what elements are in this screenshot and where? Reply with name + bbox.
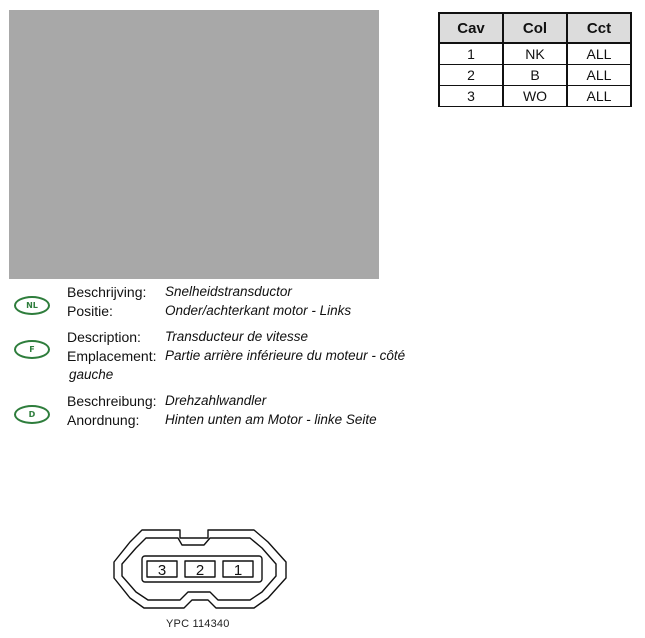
cell-col: B (503, 65, 567, 86)
table-row (439, 43, 631, 65)
cell-cct: ALL (567, 43, 631, 65)
photo-shadow-edge (9, 277, 379, 279)
cell-col: WO (503, 86, 567, 107)
location-value: Partie arrière inférieure du moteur - côté (165, 348, 406, 363)
pin-table-header (439, 13, 631, 43)
pin-table (438, 12, 632, 107)
cavity-label-2: 2 (195, 562, 205, 579)
location-value: Hinten unten am Motor - linke Seite (165, 412, 377, 427)
cavity-label-1: 1 (233, 562, 243, 579)
language-badge-f: F (14, 340, 50, 359)
location-continuation: gauche (69, 367, 114, 382)
table-row (439, 86, 631, 107)
description-value: Drehzahlwandler (165, 393, 267, 408)
cell-cav: 2 (439, 65, 503, 86)
cell-cct: ALL (567, 65, 631, 86)
cavity-label-3: 3 (157, 562, 167, 579)
language-badge-d: D (14, 405, 50, 424)
header-col: Col (503, 13, 567, 43)
location-value: Onder/achterkant motor - Links (165, 303, 352, 318)
location-label: Emplacement: (67, 348, 157, 364)
location-label: Positie: (67, 303, 113, 319)
cell-col: NK (503, 43, 567, 65)
header-cct: Cct (567, 13, 631, 43)
description-label: Beschreibung: (67, 393, 157, 409)
cell-cct: ALL (567, 86, 631, 107)
description-label: Beschrijving: (67, 284, 147, 300)
cell-cav: 1 (439, 43, 503, 65)
language-badge-nl: NL (14, 296, 50, 315)
description-value: Snelheidstransductor (165, 284, 292, 299)
cell-cav: 3 (439, 86, 503, 107)
table-row (439, 65, 631, 86)
connector-face-diagram (112, 528, 288, 612)
header-cav: Cav (439, 13, 503, 43)
description-value: Transducteur de vitesse (165, 329, 309, 344)
connector-reference: YPC 114340 (166, 618, 230, 630)
description-label: Description: (67, 329, 141, 345)
component-photo (9, 10, 379, 278)
location-label: Anordnung: (67, 412, 140, 428)
